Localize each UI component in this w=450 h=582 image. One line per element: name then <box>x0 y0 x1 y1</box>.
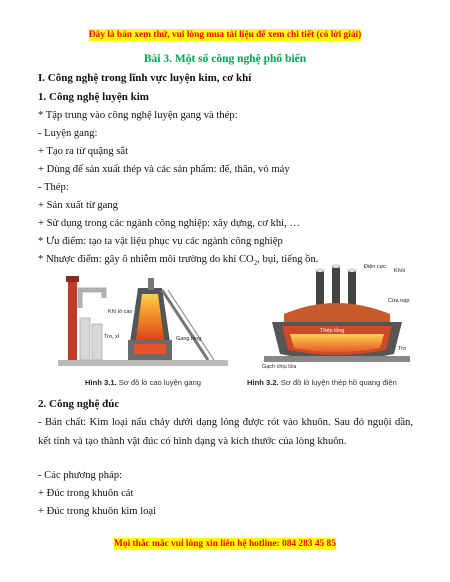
header-notice-text: Đây là bản xem thử, vui lòng mua tài liệu để xem chi tiết (có lời giải) <box>88 30 362 40</box>
gas-pipe <box>80 290 104 308</box>
footer-notice <box>0 533 450 551</box>
footer-notice-text: Mọi thắc mắc vui lòng xin liên hệ hotline: 084 283 45 85 <box>114 539 336 549</box>
label-thep-long: Thép lỏng <box>320 328 345 334</box>
label-khoi: Khói <box>394 268 406 274</box>
molten-iron <box>134 344 166 354</box>
list-line: + Tạo ra từ quặng sắt <box>38 146 129 157</box>
label-tro-xi: Tro, xỉ <box>104 334 120 340</box>
label-cua-nap: Cửa nạp <box>388 298 410 304</box>
list-line: - Các phương pháp: <box>38 470 123 481</box>
list-line: * Tập trung vào công nghệ luyện gang và thép: <box>38 110 238 121</box>
list-line: + Sử dụng trong các ngành công nghiệp: xây dựng, cơ khí, … <box>38 218 300 229</box>
furnace-roof <box>284 303 390 322</box>
list-line: + Đúc trong khuôn cát <box>38 488 134 499</box>
label-khi-lo-cao: Khí lò cao <box>108 309 133 315</box>
list-line: + Đúc trong khuôn kim loại <box>38 506 157 517</box>
list-line: + Sản xuất từ gang <box>38 200 118 211</box>
label-gach-chiu-lua: Gạch chịu lửa <box>262 364 297 370</box>
list-line: - Luyện gang: <box>38 128 98 139</box>
lesson-title: Bài 3. Một số công nghệ phổ biến <box>143 53 307 65</box>
list-line: + Dùng để sản xuất thép và các sản phẩm: đế, thân, vỏ máy <box>38 164 290 175</box>
label-gang-long: Gang lỏng <box>176 336 202 342</box>
drawback-line: * Nhược điểm: gây ô nhiễm môi trường do khí $CO_2$, bụi, tiếng ồn. <box>38 254 319 268</box>
blast-furnace-diagram <box>58 268 228 376</box>
figure-2-caption: Hình 3.2. Sơ đồ lò luyện thép hồ quang điện <box>247 378 397 387</box>
molten-steel <box>290 334 384 352</box>
label-tro: Tro <box>398 346 407 352</box>
essence-paragraph: - Bản chất: Kim loại nấu chảy dưới dạng lỏng được rót vào khuôn. Sau đó nguội dần, kết tinh và tạo thành vật đúc có hình dạng và kích thước của lòng khuôn. <box>38 417 413 447</box>
section-heading: I. Công nghệ trong lĩnh vực luyện kim, cơ khí <box>38 72 252 84</box>
chimney <box>68 280 77 360</box>
list-line: - Thép: <box>38 182 69 193</box>
header-notice <box>0 24 450 42</box>
subsection-heading-1: 1. Công nghệ luyện kim <box>38 91 149 103</box>
label-dien-cuc: Điện cực <box>364 264 387 270</box>
list-line: * Ưu điểm: tạo ta vật liệu phục vụ các ngành công nghiệp <box>38 236 283 247</box>
subsection-heading-2: 2. Công nghệ đúc <box>38 398 120 410</box>
figure-1-caption: Hình 3.1. Sơ đồ lò cao luyện gang <box>85 378 202 387</box>
arc-furnace-diagram <box>262 262 412 376</box>
